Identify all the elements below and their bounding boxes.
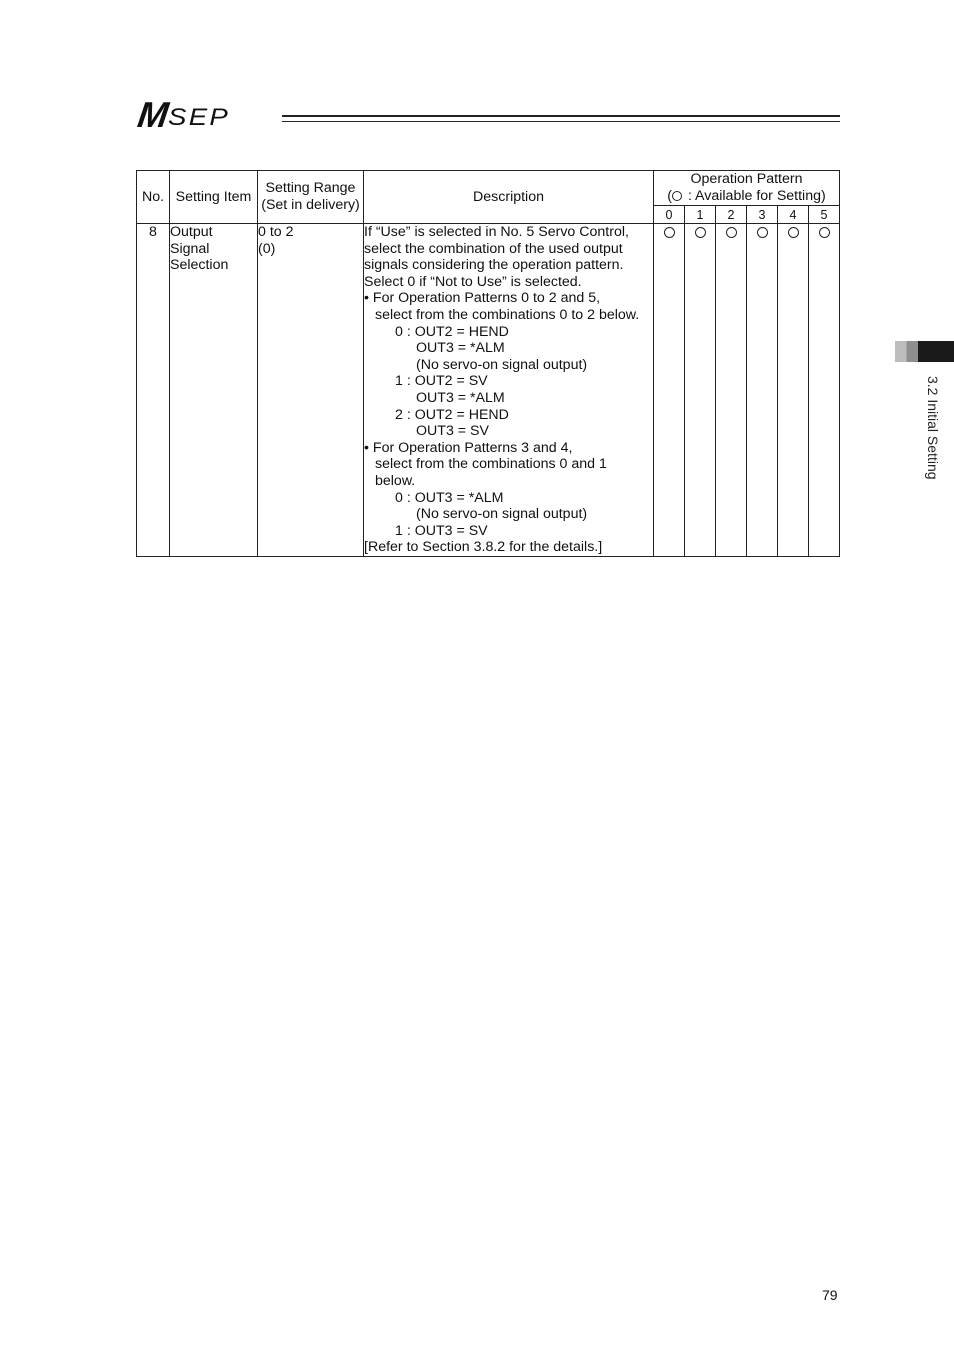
description-option: 1 : OUT3 = SV bbox=[395, 522, 488, 539]
description-option: 2 : OUT2 = HEND bbox=[395, 406, 509, 423]
operation-pattern-title: Operation Pattern bbox=[690, 171, 803, 188]
section-tab-gray-block bbox=[895, 341, 918, 362]
available-circle-icon bbox=[695, 227, 706, 238]
availability-pattern-4 bbox=[778, 224, 809, 557]
description-bullet: • For Operation Patterns 0 to 2 and 5, bbox=[364, 290, 601, 307]
pattern-header-5: 5 bbox=[809, 206, 840, 224]
pattern-header-4: 4 bbox=[778, 206, 809, 224]
description-line: If “Use” is selected in No. 5 Servo Control, bbox=[364, 224, 629, 240]
availability-pattern-2 bbox=[716, 224, 747, 557]
column-header-description: Description bbox=[364, 171, 654, 224]
description-line: Select 0 if “Not to Use” is selected. bbox=[364, 273, 582, 290]
availability-pattern-1 bbox=[685, 224, 716, 557]
description-option: 0 : OUT3 = *ALM bbox=[395, 489, 504, 506]
availability-pattern-3 bbox=[747, 224, 778, 557]
mscep-logo bbox=[135, 94, 231, 135]
logo-m-letter: M bbox=[135, 94, 169, 135]
column-header-operation-pattern bbox=[654, 171, 840, 206]
available-circle-icon bbox=[757, 227, 768, 238]
section-side-label: 3.2 Initial Setting bbox=[925, 376, 941, 480]
row-description bbox=[364, 224, 654, 557]
description-line: OUT3 = SV bbox=[416, 423, 489, 440]
availability-pattern-0 bbox=[654, 224, 685, 557]
description-line: (No servo-on signal output) bbox=[416, 506, 588, 523]
parameter-table bbox=[136, 170, 840, 557]
description-line: (No servo-on signal output) bbox=[416, 356, 588, 373]
description-line: signals considering the operation pattern. bbox=[364, 257, 624, 274]
logo-sep-text: SEP bbox=[168, 104, 231, 131]
description-option: 0 : OUT2 = HEND bbox=[395, 323, 509, 340]
table-row bbox=[137, 224, 840, 557]
description-reference: [Refer to Section 3.8.2 for the details.] bbox=[364, 539, 603, 556]
pattern-header-0: 0 bbox=[654, 206, 685, 224]
pattern-header-1: 1 bbox=[685, 206, 716, 224]
description-line: select from the combinations 0 to 2 below. bbox=[375, 306, 640, 323]
description-line: OUT3 = *ALM bbox=[416, 340, 505, 357]
description-option: 1 : OUT2 = SV bbox=[395, 373, 488, 390]
setting-range-line2: (Set in delivery) bbox=[261, 197, 360, 213]
available-circle-icon bbox=[664, 227, 675, 238]
header-rule-thick bbox=[282, 115, 840, 117]
section-tab-black-block bbox=[918, 341, 954, 362]
description-line: OUT3 = *ALM bbox=[416, 389, 505, 406]
available-circle-icon bbox=[788, 227, 799, 238]
available-circle-icon bbox=[819, 227, 830, 238]
description-bullet: • For Operation Patterns 3 and 4, bbox=[364, 439, 573, 456]
column-header-setting-range bbox=[258, 171, 364, 224]
column-header-setting-item: Setting Item bbox=[170, 171, 258, 224]
row-setting-item: Output Signal Selection bbox=[170, 224, 258, 557]
row-no: 8 bbox=[137, 224, 170, 557]
header-rule-thin bbox=[282, 121, 840, 122]
setting-range-line1: Setting Range bbox=[265, 180, 356, 197]
description-line: select from the combinations 0 and 1 bbox=[375, 456, 607, 473]
available-circle-icon bbox=[672, 191, 682, 201]
column-header-no: No. bbox=[137, 171, 170, 224]
page-number: 79 bbox=[822, 1287, 838, 1303]
operation-pattern-legend: ( : Available for Setting) bbox=[667, 188, 826, 204]
pattern-header-2: 2 bbox=[716, 206, 747, 224]
description-line: select the combination of the used output bbox=[364, 240, 623, 257]
available-circle-icon bbox=[726, 227, 737, 238]
description-line: below. bbox=[375, 472, 416, 489]
availability-pattern-5 bbox=[809, 224, 840, 557]
pattern-header-3: 3 bbox=[747, 206, 778, 224]
row-setting-range: 0 to 2 (0) bbox=[258, 224, 364, 557]
